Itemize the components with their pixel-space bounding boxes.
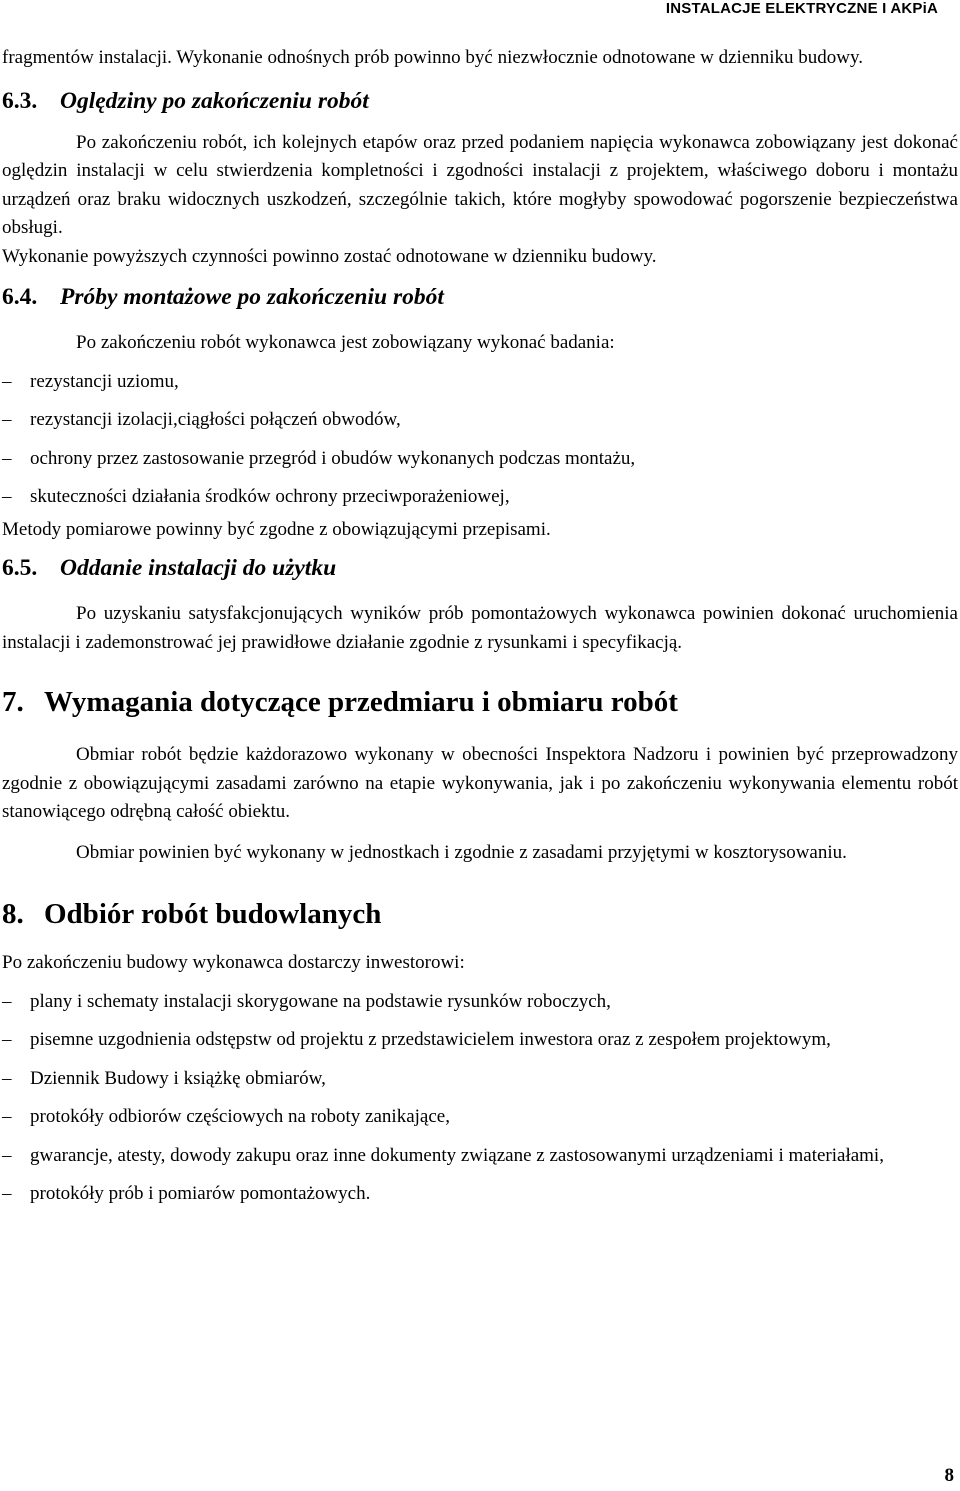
running-header: INSTALACJE ELEKTRYCZNE I AKPiA [665, 0, 938, 17]
list-item: – rezystancji izolacji,ciągłości połączeń obwodów, [2, 406, 958, 435]
dash-bullet: – [2, 370, 12, 392]
list-item: – gwarancje, atesty, dowody zakupu oraz inne dokumenty związane z zastosowanymi urządzeniami i materiałami, [2, 1142, 958, 1171]
dash-bullet: – [2, 990, 12, 1012]
documents-list [2, 988, 958, 1209]
section-title: Oddanie instalacji do użytku [60, 555, 337, 581]
list-item: – ochrony przez zastosowanie przegród i obudów wykonanych podczas montażu, [2, 445, 958, 474]
page-number: 8 [944, 1465, 954, 1486]
chapter-number: 8. [2, 898, 24, 930]
section-heading-6-4 [2, 283, 958, 311]
section-title: Próby montażowe po zakończeniu robót [60, 284, 444, 310]
dash-bullet: – [2, 447, 12, 469]
acceptance-intro: Po zakończeniu budowy wykonawca dostarczy inwestorowi: [2, 952, 465, 973]
section-heading-6-5 [2, 554, 958, 582]
measurement-paragraph: Obmiar robót będzie każdorazowo wykonany w obecności Inspektora Nadzoru i powinien być przeprowadzony zgodnie z obowiązującymi zasadami zarówno na etapie wykonywania, jak i po zakończeniu wykonywania elementu robót stanowiącego odrębną całość obiektu. [2, 744, 958, 822]
dash-bullet: – [2, 409, 12, 430]
dash-bullet: – [2, 1144, 12, 1166]
methods-note: Metody pomiarowe powinny być zgodne z obowiązującymi przepisami. [2, 518, 551, 540]
inspection-note: Wykonanie powyższych czynności powinno zostać odnotowane w dzienniku budowy. [2, 245, 657, 267]
tests-list [2, 368, 958, 512]
dash-bullet: – [2, 1106, 12, 1127]
chapter-title: Odbiór robót budowlanych [44, 898, 382, 930]
dash-bullet: – [2, 1067, 12, 1089]
section-title: Oględziny po zakończeniu robót [60, 87, 369, 114]
handover-paragraph: Po uzyskaniu satysfakcjonujących wyników prób pomontażowych wykonawca powinien dokonać uruchomienia instalacji i zademonstrować jej prawidłowe działanie zgodnie z rysunkami i specyfikacją. [2, 603, 958, 653]
chapter-heading-8 [2, 897, 958, 931]
dash-bullet: – [2, 1183, 12, 1204]
section-number: 6.3. [2, 87, 38, 114]
list-item: – Dziennik Budowy i książkę obmiarów, [2, 1065, 958, 1094]
chapter-title: Wymagania dotyczące przedmiaru i obmiaru robót [44, 686, 678, 718]
dash-bullet: – [2, 486, 12, 507]
measurement-units-paragraph: Obmiar powinien być wykonany w jednostkach i zgodnie z zasadami przyjętymi w kosztorysowaniu. [76, 841, 847, 863]
list-item: – protokóły odbiorów częściowych na roboty zanikające, [2, 1103, 958, 1132]
list-item: – skuteczności działania środków ochrony przeciwporażeniowej, [2, 483, 958, 512]
chapter-heading-7 [2, 685, 958, 719]
intro-paragraph: fragmentów instalacji. Wykonanie odnośnych prób powinno być niezwłocznie odnotowane w dzienniku budowy. [2, 47, 864, 68]
section-heading-6-3 [2, 87, 958, 115]
section-number: 6.5. [2, 555, 38, 581]
list-item: – plany i schematy instalacji skorygowane na podstawie rysunków roboczych, [2, 988, 958, 1017]
dash-bullet: – [2, 1029, 12, 1050]
inspection-paragraph: Po zakończeniu robót, ich kolejnych etapów oraz przed podaniem napięcia wykonawca zobowiązany jest dokonać oględzin instalacji w celu stwierdzenia kompletności i zgodności instalacji z projektem, właściwego doboru i montażu urządzeń oraz braku widocznych uszkodzeń, szczególnie takich, które mogłyby spowodować pogorszenie bezpieczeństwa obsługi. [2, 131, 958, 238]
chapter-number: 7. [2, 686, 24, 718]
section-number: 6.4. [2, 284, 38, 310]
list-item: – protokóły prób i pomiarów pomontażowych. [2, 1180, 958, 1209]
list-item: – pisemne uzgodnienia odstępstw od projektu z przedstawicielem inwestora oraz z zespołem projektowym, [2, 1026, 958, 1055]
list-item: – rezystancji uziomu, [2, 368, 958, 397]
page-content [2, 44, 958, 1209]
tests-intro: Po zakończeniu robót wykonawca jest zobowiązany wykonać badania: [76, 332, 615, 353]
